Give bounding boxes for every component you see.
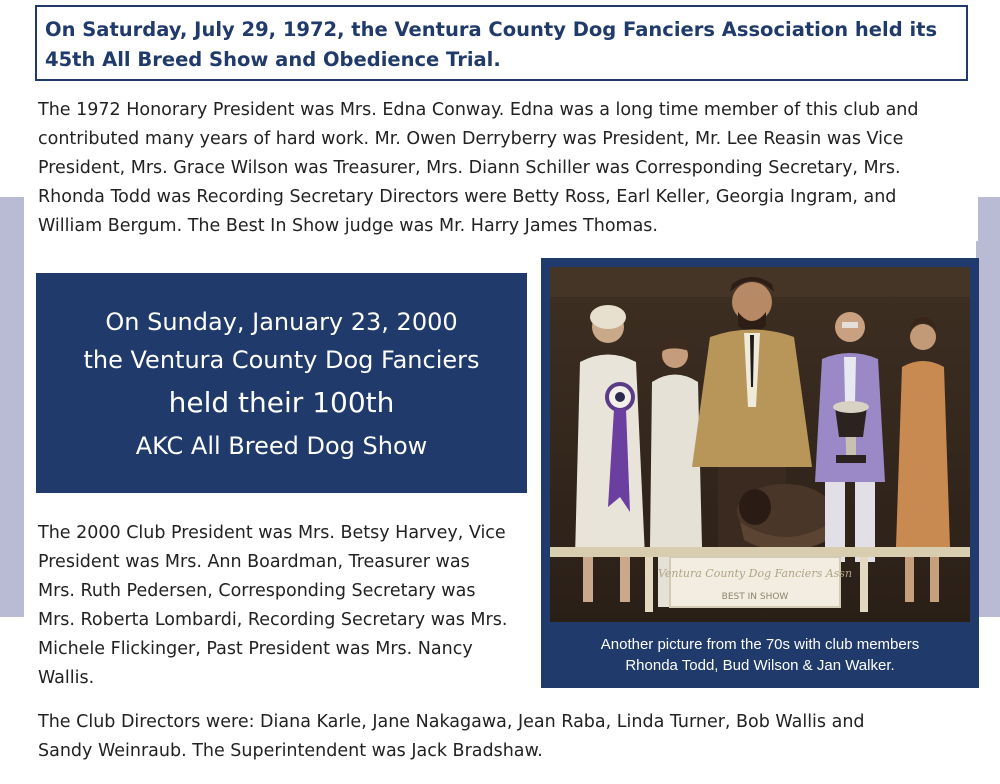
paragraph-1972-officers xyxy=(38,96,978,241)
caption-line-1: Another picture from the 70s with club members xyxy=(600,636,920,653)
photo-caption xyxy=(541,634,979,676)
right-decor-bar xyxy=(976,197,1000,617)
paragraph-2000-officers xyxy=(38,519,538,693)
paragraph-line: The 1972 Honorary President was Mrs. Edna Conway. Edna was a long time member of this club and xyxy=(38,100,919,120)
paragraph-line: contributed many years of hard work. Mr. Owen Derryberry was President, Mr. Lee Reasin was Vice xyxy=(38,129,904,149)
paragraph-line: The Club Directors were: Diana Karle, Jane Nakagawa, Jean Raba, Linda Turner, Bob Wallis and xyxy=(38,712,865,732)
paragraph-line: The 2000 Club President was Mrs. Betsy Harvey, Vice xyxy=(38,523,506,543)
podium-sign-text: Ventura County Dog Fanciers Assn xyxy=(657,567,853,580)
caption-line-2: Rhonda Todd, Bud Wilson & Jan Walker. xyxy=(625,657,895,674)
header-line-1: On Saturday, July 29, 1972, the Ventura County Dog Fanciers Association held its xyxy=(45,18,938,41)
podium-sign-subtext: BEST IN SHOW xyxy=(721,592,789,602)
photo-frame xyxy=(541,258,979,688)
historic-photo xyxy=(550,267,970,622)
left-decor-bar xyxy=(0,197,24,617)
paragraph-line: Rhonda Todd was Recording Secretary Directors were Betty Ross, Earl Keller, Georgia Ingram, and xyxy=(38,187,897,207)
header-box xyxy=(35,5,968,81)
paragraph-line: Michele Flickinger, Past President was Mrs. Nancy xyxy=(38,639,473,659)
anniversary-banner xyxy=(36,273,527,493)
paragraph-line: Sandy Weinraub. The Superintendent was Jack Bradshaw. xyxy=(38,741,543,761)
header-line-2: 45th All Breed Show and Obedience Trial. xyxy=(45,48,501,71)
paragraph-line: Mrs. Roberta Lombardi, Recording Secretary was Mrs. xyxy=(38,610,508,630)
paragraph-line: William Bergum. The Best In Show judge was Mr. Harry James Thomas. xyxy=(38,216,658,236)
paragraph-line: Wallis. xyxy=(38,668,95,688)
banner-line-4: AKC All Breed Dog Show xyxy=(135,432,428,460)
paragraph-line: Mrs. Ruth Pedersen, Corresponding Secretary was xyxy=(38,581,476,601)
paragraph-directors xyxy=(38,708,978,766)
banner-line-3: held their 100th xyxy=(168,386,395,419)
banner-line-1: On Sunday, January 23, 2000 xyxy=(105,308,458,336)
paragraph-line: President was Mrs. Ann Boardman, Treasurer was xyxy=(38,552,470,572)
paragraph-line: President, Mrs. Grace Wilson was Treasurer, Mrs. Diann Schiller was Corresponding Secretary, Mrs. xyxy=(38,158,901,178)
banner-line-2: the Ventura County Dog Fanciers xyxy=(83,346,480,374)
dog-figure xyxy=(737,484,833,551)
